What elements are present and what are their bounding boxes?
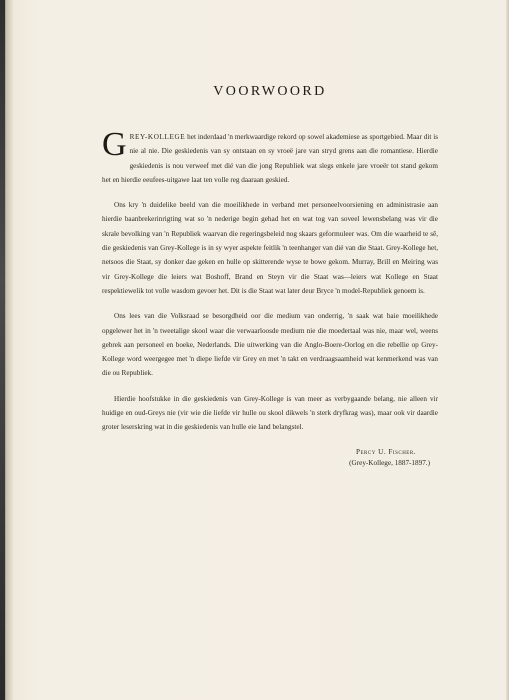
foreword-content (102, 84, 438, 469)
drop-cap: G (102, 126, 127, 163)
paragraph-1-text: het inderdaad 'n merkwaardige rekord op sowel akademiese as sportgebied. Maar dit is nie al nie. Die geskiedenis van sy ontstaan en sy vroeë jare van stryd grens aan die romantiese. Hierdie geskiedenis is nou verweef met dié van die jong Republiek wat slegs enkele jare vroeër tot stand gekom het en hierdie eeufees-uitgawe laat ten volle reg daaraan geskied. (102, 133, 438, 184)
paragraph-3: Ons lees van die Volksraad se besorgdheid oor die medium van onderrig, 'n saak wat baie moeilikhede opgelewer het in 'n tweetalige skool waar die verwaarloosde medium nie die moedertaal was nie, maar wel, weens gebrek aan personeel en boeke, Nederlands. Die uitwerking van die Anglo-Boere-Oorlog en die rebellie op Grey-Kollege word weergegee met 'n diepe liefde vir Grey en met 'n takt en verdraagsaamheid wat kenmerkend was van die ou Republiek. (102, 312, 438, 378)
paragraph-4: Hierdie hoofstukke in die geskiedenis van Grey-Kollege is van meer as verbygaande belang, nie alleen vir huidige en oud-Greys nie (vir wie die liefde vir hulle ou skool dikwels 'n sterk dryfkrag was), maar ook vir daardie groter leserskring wat in die geskiedenis van hulle eie land belangstel. (102, 394, 438, 432)
paragraph-2: Ons kry 'n duidelike beeld van die moeilikhede in verband met personeelvoorsiening en administrasie aan hierdie baanbrekerinrigting wat so 'n nederige begin gehad het en wat tog van soveel lewensbelang was vir die skrale bevolking van 'n Republiek waarvan die regeringsbeleid nog skaars geformuleer was. Om die waarheid te sê, die geskiedenis van Grey-Kollege is in sy wyer aspekte feitlik 'n teenhanger van dié van die Staat. Grey-Kollege het, netsoos die Staat, sy donker dae geken en hulle op skitterende wyse te bowe gekom. Murray, Brill en Meiring was vir Grey-Kollege die leiers wat Boshoff, Brand en Steyn vir die Staat was—leiers wat Kollege en Staat respektiewelik tot volle wasdom gevoer het. Dit is die Staat wat later deur Bryce 'n model-Republiek genoem is. (102, 201, 438, 295)
book-spine-edge (0, 0, 5, 700)
page-title: VOORWOORD (213, 84, 327, 99)
paragraph-1-lead: REY-KOLLEGE (129, 133, 186, 141)
signature-block (102, 447, 438, 469)
signature-name: Percy U. Fischer. (356, 447, 416, 456)
paragraph-1 (102, 126, 438, 187)
signature-affiliation: (Grey-Kollege, 1887-1897.) (349, 458, 430, 467)
